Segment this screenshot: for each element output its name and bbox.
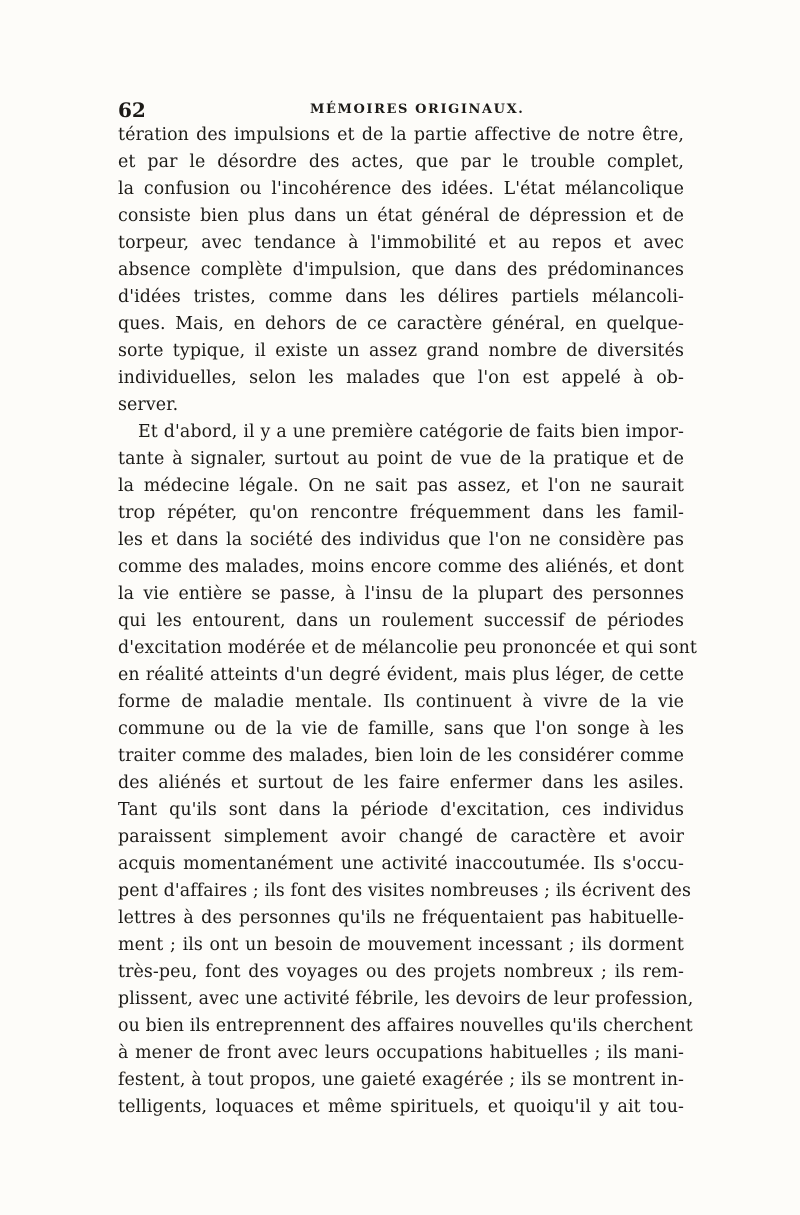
body-text [118,122,697,1121]
text-line: tération des impulsions et de la partie affective de notre être, [118,125,684,145]
text-line: lettres à des personnes qu'ils ne fréquentaient pas habituelle- [118,908,684,928]
text-line: très-peu, font des voyages ou des projets nombreux ; ils rem- [118,962,684,982]
text-line: la médecine légale. On ne sait pas assez, et l'on ne saurait [118,476,684,496]
text-line: d'idées tristes, comme dans les délires partiels mélancoli- [118,287,684,307]
running-title: MÉMOIRES ORIGINAUX. [310,102,525,117]
text-line: à mener de front avec leurs occupations habituelles ; ils mani- [118,1043,684,1063]
page-number: 62 [118,98,146,122]
text-line: et par le désordre des actes, que par le trouble complet, [118,152,684,172]
paragraph-2 [118,419,697,1121]
text-line: commune ou de la vie de famille, sans que l'on songe à les [118,719,684,739]
text-line: server. [118,395,179,415]
text-line: des aliénés et surtout de les faire enfermer dans les asiles. [118,773,684,793]
text-line: trop répéter, qu'on rencontre fréquemment dans les famil- [118,503,684,523]
text-line: pent d'affaires ; ils font des visites nombreuses ; ils écrivent des [118,881,691,901]
text-line: les et dans la société des individus que l'on ne considère pas [118,530,684,550]
text-line: torpeur, avec tendance à l'immobilité et au repos et avec [118,233,684,253]
text-line: ment ; ils ont un besoin de mouvement incessant ; ils dorment [118,935,684,955]
page-header [118,98,684,124]
text-line: plissent, avec une activité fébrile, les devoirs de leur profession, [118,989,694,1009]
text-line: forme de maladie mentale. Ils continuent à vivre de la vie [118,692,684,712]
text-line: absence complète d'impulsion, que dans des prédominances [118,260,684,280]
text-line: sorte typique, il existe un assez grand nombre de diversités [118,341,684,361]
text-line: ou bien ils entreprennent des affaires nouvelles qu'ils cherchent [118,1016,693,1036]
text-line: paraissent simplement avoir changé de caractère et avoir [118,827,684,847]
text-line: Et d'abord, il y a une première catégorie de faits bien impor- [138,422,684,442]
text-line: Tant qu'ils sont dans la période d'excitation, ces individus [118,800,684,820]
paragraph-1 [118,122,684,419]
text-line: la vie entière se passe, à l'insu de la plupart des personnes [118,584,684,604]
text-line: qui les entourent, dans un roulement successif de périodes [118,611,684,631]
text-line: individuelles, selon les malades que l'on est appelé à ob- [118,368,684,388]
text-line: d'excitation modérée et de mélancolie peu prononcée et qui sont [118,638,697,658]
text-line: traiter comme des malades, bien loin de les considérer comme [118,746,684,766]
text-line: festent, à tout propos, une gaieté exagérée ; ils se montrent in- [118,1070,684,1090]
text-line: en réalité atteints d'un degré évident, mais plus léger, de cette [118,665,684,685]
text-line: ques. Mais, en dehors de ce caractère général, en quelque- [118,314,684,334]
text-line: telligents, loquaces et même spirituels, et quoiqu'il y ait tou- [118,1097,684,1117]
text-line: acquis momentanément une activité inaccoutumée. Ils s'occu- [118,854,684,874]
text-line: tante à signaler, surtout au point de vue de la pratique et de [118,449,684,469]
text-line: consiste bien plus dans un état général de dépression et de [118,206,684,226]
text-line: la confusion ou l'incohérence des idées. L'état mélancolique [118,179,684,199]
text-line: comme des malades, moins encore comme des aliénés, et dont [118,557,684,577]
